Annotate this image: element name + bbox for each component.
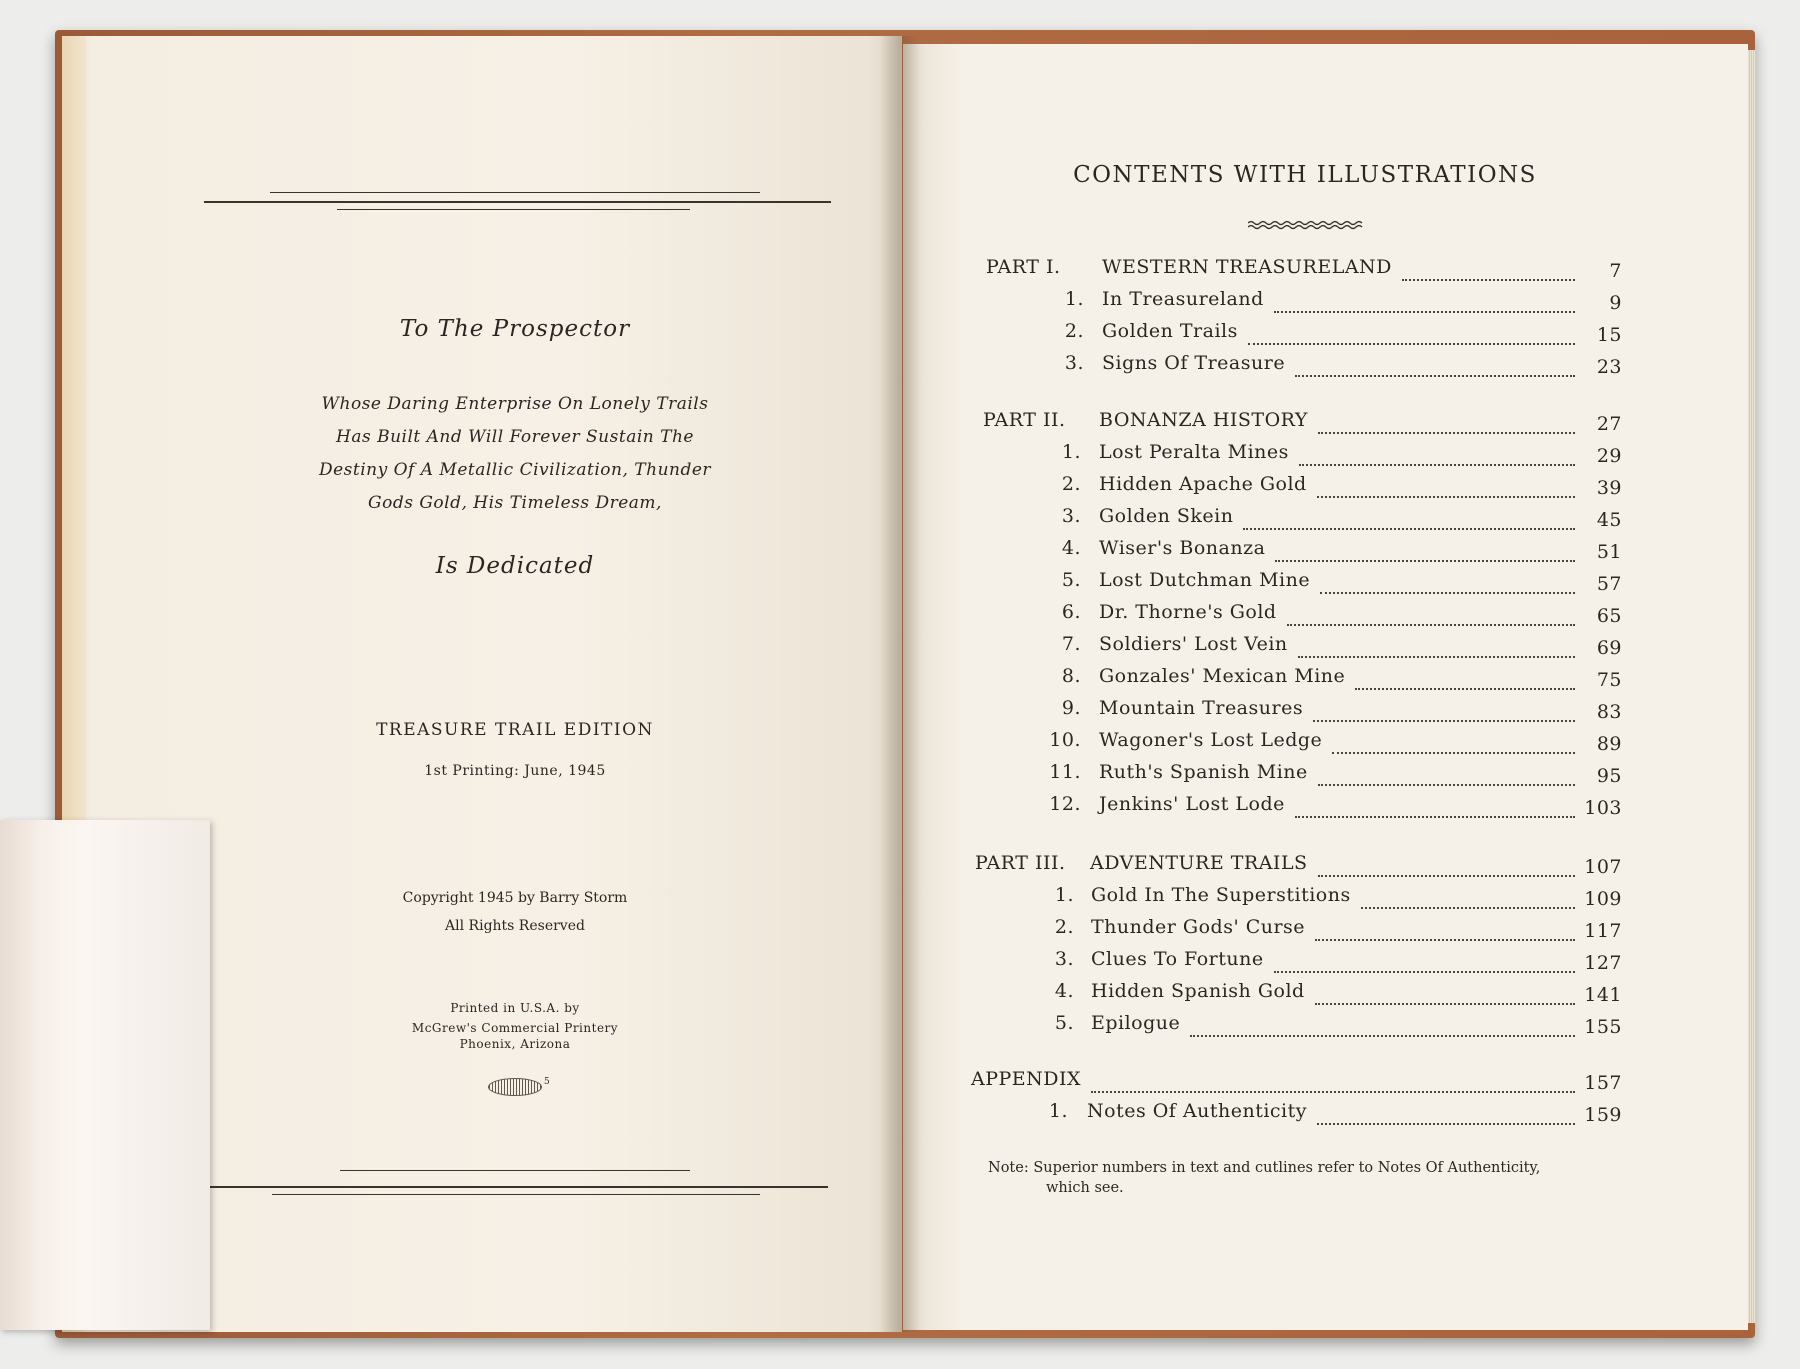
printer-location: Phoenix, Arizona <box>459 1037 571 1051</box>
contents-note <box>988 1158 1628 1198</box>
toc-chapter-row <box>0 697 1800 727</box>
section-label: PART III. <box>975 852 1066 874</box>
section-label: APPENDIX <box>971 1068 1082 1090</box>
page-number: 69 <box>1596 637 1622 659</box>
toc-chapter-row <box>0 980 1800 1010</box>
chapter-title: Clues To Fortune <box>1091 948 1264 970</box>
chapter-title: In Treasureland <box>1102 288 1264 310</box>
dot-leader <box>1317 496 1575 498</box>
toc-chapter-row <box>0 601 1800 631</box>
toc-chapter-row <box>0 1100 1800 1130</box>
dot-leader <box>1295 375 1575 377</box>
chapter-title: Wagoner's Lost Ledge <box>1099 729 1323 751</box>
dot-leader <box>1243 528 1575 530</box>
page-number: 141 <box>1584 984 1622 1006</box>
page-number: 89 <box>1596 733 1622 755</box>
chapter-title: Gonzales' Mexican Mine <box>1099 665 1346 687</box>
chapter-number: 1. <box>1061 441 1081 463</box>
dot-leader <box>1317 1123 1575 1125</box>
dot-leader <box>1320 592 1575 594</box>
toc-section-row <box>0 409 1800 439</box>
page-number: 39 <box>1596 477 1622 499</box>
dot-leader <box>1313 720 1575 722</box>
chapter-number: 5. <box>1061 569 1081 591</box>
dot-leader <box>1287 624 1575 626</box>
chapter-number: 3. <box>1061 505 1081 527</box>
page-number: 109 <box>1584 888 1622 910</box>
chapter-number: 1. <box>1048 1100 1068 1122</box>
toc-chapter-row <box>0 320 1800 350</box>
top-rule-middle <box>204 201 831 203</box>
bottom-rule-lower <box>272 1194 760 1195</box>
toc-section-row <box>0 256 1800 286</box>
dedication-line: Whose Daring Enterprise On Lonely Trails <box>321 394 709 414</box>
page-number: 23 <box>1596 356 1622 378</box>
chapter-number: 1. <box>1064 288 1084 310</box>
dot-leader <box>1295 816 1575 818</box>
page-number: 107 <box>1584 856 1622 878</box>
chapter-number: 4. <box>1054 980 1074 1002</box>
chapter-number: 4. <box>1061 537 1081 559</box>
toc-chapter-row <box>0 793 1800 823</box>
printer-name: McGrew's Commercial Printery <box>411 1021 619 1035</box>
bookmark-fold <box>0 820 40 1330</box>
top-rule-upper <box>270 192 760 193</box>
toc-chapter-row <box>0 948 1800 978</box>
chapter-title: Gold In The Superstitions <box>1091 884 1351 906</box>
page-number: 83 <box>1596 701 1622 723</box>
page-number: 75 <box>1596 669 1622 691</box>
chapter-title: Hidden Apache Gold <box>1099 473 1307 495</box>
dot-leader <box>1274 971 1575 973</box>
chapter-title: Mountain Treasures <box>1099 697 1304 719</box>
dot-leader <box>1318 875 1575 877</box>
page-number: 45 <box>1596 509 1622 531</box>
toc-chapter-row <box>0 473 1800 503</box>
chapter-number: 7. <box>1061 633 1081 655</box>
toc-section-row <box>0 1068 1800 1098</box>
printed-by: Printed in U.S.A. by <box>450 1001 580 1015</box>
dot-leader <box>1355 688 1575 690</box>
page-number: 157 <box>1584 1072 1622 1094</box>
chapter-title: Golden Skein <box>1099 505 1234 527</box>
page-number: 57 <box>1596 573 1622 595</box>
wave-ornament <box>1248 220 1364 230</box>
chapter-number: 5. <box>1054 1012 1074 1034</box>
dot-leader <box>1248 343 1575 345</box>
edition-label: TREASURE TRAIL EDITION <box>376 720 654 740</box>
dot-leader <box>1318 784 1575 786</box>
toc-chapter-row <box>0 288 1800 318</box>
chapter-number: 2. <box>1061 473 1081 495</box>
toc-chapter-row <box>0 729 1800 759</box>
toc-chapter-row <box>0 505 1800 535</box>
page-number: 7 <box>1609 260 1622 282</box>
toc-chapter-row <box>0 665 1800 695</box>
page-number: 29 <box>1596 445 1622 467</box>
chapter-title: Soldiers' Lost Vein <box>1099 633 1288 655</box>
chapter-title: Ruth's Spanish Mine <box>1099 761 1308 783</box>
page-number: 159 <box>1584 1104 1622 1126</box>
dot-leader <box>1315 939 1575 941</box>
dot-leader <box>1315 1003 1575 1005</box>
bottom-rule-middle <box>208 1186 828 1188</box>
dot-leader <box>1402 279 1575 281</box>
toc-chapter-row <box>0 761 1800 791</box>
dot-leader <box>1190 1035 1575 1037</box>
chapter-title: Notes Of Authenticity <box>1087 1100 1307 1122</box>
chapter-title: Lost Peralta Mines <box>1099 441 1289 463</box>
page-number: 117 <box>1584 920 1622 942</box>
bottom-rule-upper <box>340 1170 690 1171</box>
chapter-title: Lost Dutchman Mine <box>1099 569 1311 591</box>
toc-chapter-row <box>0 633 1800 663</box>
page-number: 65 <box>1596 605 1622 627</box>
page-number: 15 <box>1596 324 1622 346</box>
toc-chapter-row <box>0 884 1800 914</box>
toc-chapter-row <box>0 916 1800 946</box>
chapter-number: 10. <box>1049 729 1081 751</box>
toc-chapter-row <box>0 352 1800 382</box>
dot-leader <box>1298 656 1575 658</box>
chapter-number: 6. <box>1061 601 1081 623</box>
union-number: 5 <box>544 1077 550 1087</box>
page-number: 95 <box>1596 765 1622 787</box>
page-number: 127 <box>1584 952 1622 974</box>
chapter-number: 12. <box>1049 793 1081 815</box>
chapter-title: Golden Trails <box>1102 320 1238 342</box>
toc-chapter-row <box>0 1012 1800 1042</box>
dot-leader <box>1361 907 1575 909</box>
chapter-title: Hidden Spanish Gold <box>1091 980 1305 1002</box>
copyright-line: Copyright 1945 by Barry Storm <box>402 890 628 906</box>
chapter-number: 2. <box>1064 320 1084 342</box>
section-title: BONANZA HISTORY <box>1099 409 1308 431</box>
toc-chapter-row <box>0 569 1800 599</box>
chapter-number: 8. <box>1061 665 1081 687</box>
chapter-title: Signs Of Treasure <box>1102 352 1286 374</box>
page-number: 9 <box>1609 292 1622 314</box>
contents-title: CONTENTS WITH ILLUSTRATIONS <box>1073 162 1537 188</box>
chapter-title: Thunder Gods' Curse <box>1091 916 1306 938</box>
dot-leader <box>1275 560 1575 562</box>
page-number: 27 <box>1596 413 1622 435</box>
rights-line: All Rights Reserved <box>445 918 585 934</box>
printing-date: 1st Printing: June, 1945 <box>424 763 606 779</box>
section-title: ADVENTURE TRAILS <box>1090 852 1308 874</box>
chapter-number: 2. <box>1054 916 1074 938</box>
chapter-number: 11. <box>1049 761 1081 783</box>
chapter-title: Wiser's Bonanza <box>1099 537 1266 559</box>
chapter-number: 3. <box>1054 948 1074 970</box>
dedication-end: Is Dedicated <box>435 553 595 579</box>
toc-chapter-row <box>0 441 1800 471</box>
note-line: Note: Superior numbers in text and cutlines refer to Notes Of Authenticity, <box>988 1160 1541 1176</box>
paper-bookmark <box>0 820 210 1330</box>
dedication-line: Destiny Of A Metallic Civilization, Thunder <box>318 460 712 480</box>
dot-leader <box>1274 311 1575 313</box>
chapter-number: 9. <box>1061 697 1081 719</box>
dot-leader <box>1332 752 1575 754</box>
section-label: PART II. <box>983 409 1066 431</box>
dot-leader <box>1318 432 1575 434</box>
top-rule-lower <box>337 209 690 210</box>
page-number: 155 <box>1584 1016 1622 1038</box>
dedication-title: To The Prospector <box>399 316 631 342</box>
section-title: WESTERN TREASURELAND <box>1102 256 1392 278</box>
dedication-line: Has Built And Will Forever Sustain The <box>336 427 694 447</box>
section-label: PART I. <box>986 256 1061 278</box>
dot-leader <box>1299 464 1575 466</box>
chapter-title: Dr. Thorne's Gold <box>1099 601 1277 623</box>
chapter-title: Epilogue <box>1091 1012 1181 1034</box>
page-number: 103 <box>1584 797 1622 819</box>
chapter-number: 3. <box>1064 352 1084 374</box>
toc-section-row <box>0 852 1800 882</box>
chapter-title: Jenkins' Lost Lode <box>1099 793 1285 815</box>
note-line: which see. <box>1046 1180 1124 1196</box>
toc-chapter-row <box>0 537 1800 567</box>
chapter-number: 1. <box>1054 884 1074 906</box>
dedication-line: Gods Gold, His Timeless Dream, <box>368 493 662 513</box>
page-number: 51 <box>1596 541 1622 563</box>
dot-leader <box>1091 1091 1575 1093</box>
